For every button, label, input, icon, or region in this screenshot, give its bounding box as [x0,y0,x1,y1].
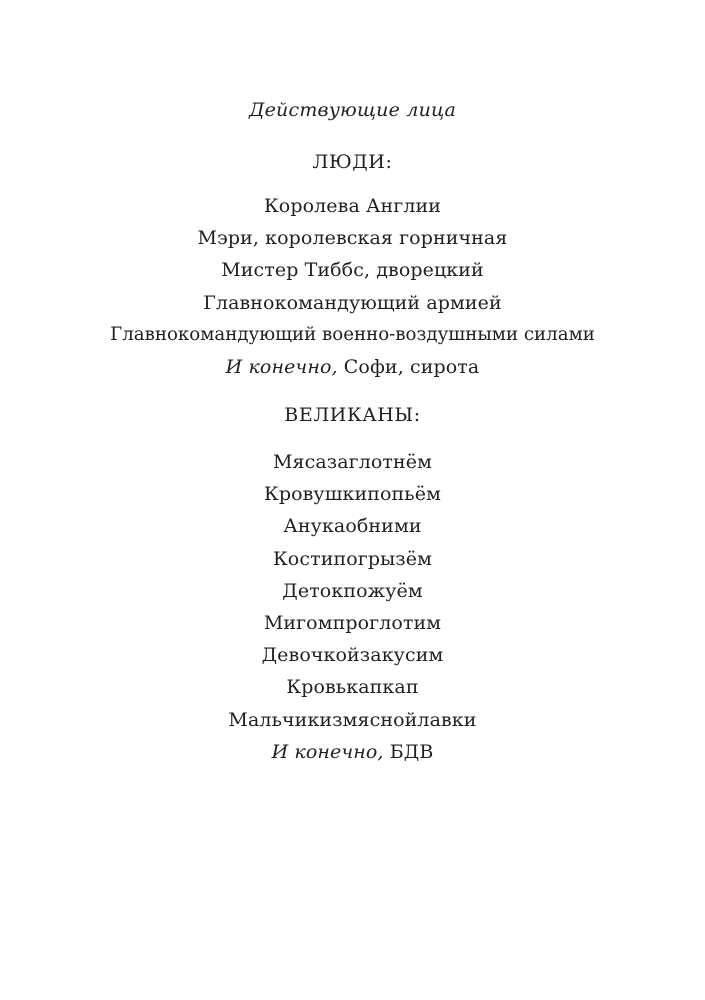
list-item: Костипогрызём [273,547,432,570]
giants-section-heading: ВЕЛИКАНЫ: [284,404,421,426]
list-item: Мэри, королевская горничная [197,227,508,250]
list-item: Главнокомандующий армией [203,291,502,314]
list-item-prefix: И конечно, [225,355,338,378]
list-item-text: БДВ [383,740,434,763]
list-item: Детокпожуём [282,579,423,602]
list-item-last [0,736,705,768]
list-item: Анукаобними [283,515,422,538]
list-item: Кровькапкап [286,676,419,699]
list-item: Мистер Тиббс, дворецкий [221,259,484,282]
list-item: Мясазаглотнём [272,451,433,473]
list-item-prefix: И конечно, [271,740,384,763]
people-list [0,190,705,383]
list-item: Главнокомандующий военно-воздушными силами [110,323,595,345]
list-item: Мальчикизмяснойлавки [228,708,477,731]
list-item-last [0,351,705,383]
list-item: Королева Англии [263,195,442,217]
list-item: Кровушкипопьём [264,483,441,506]
list-item-text: Софи, сирота [337,355,480,378]
list-item: Мигомпроглотим [263,611,442,634]
page-title: Действующие лица [248,99,457,121]
people-section-heading: ЛЮДИ: [312,151,393,173]
giants-list [0,446,705,768]
list-item: Девочкойзакусим [261,644,444,667]
